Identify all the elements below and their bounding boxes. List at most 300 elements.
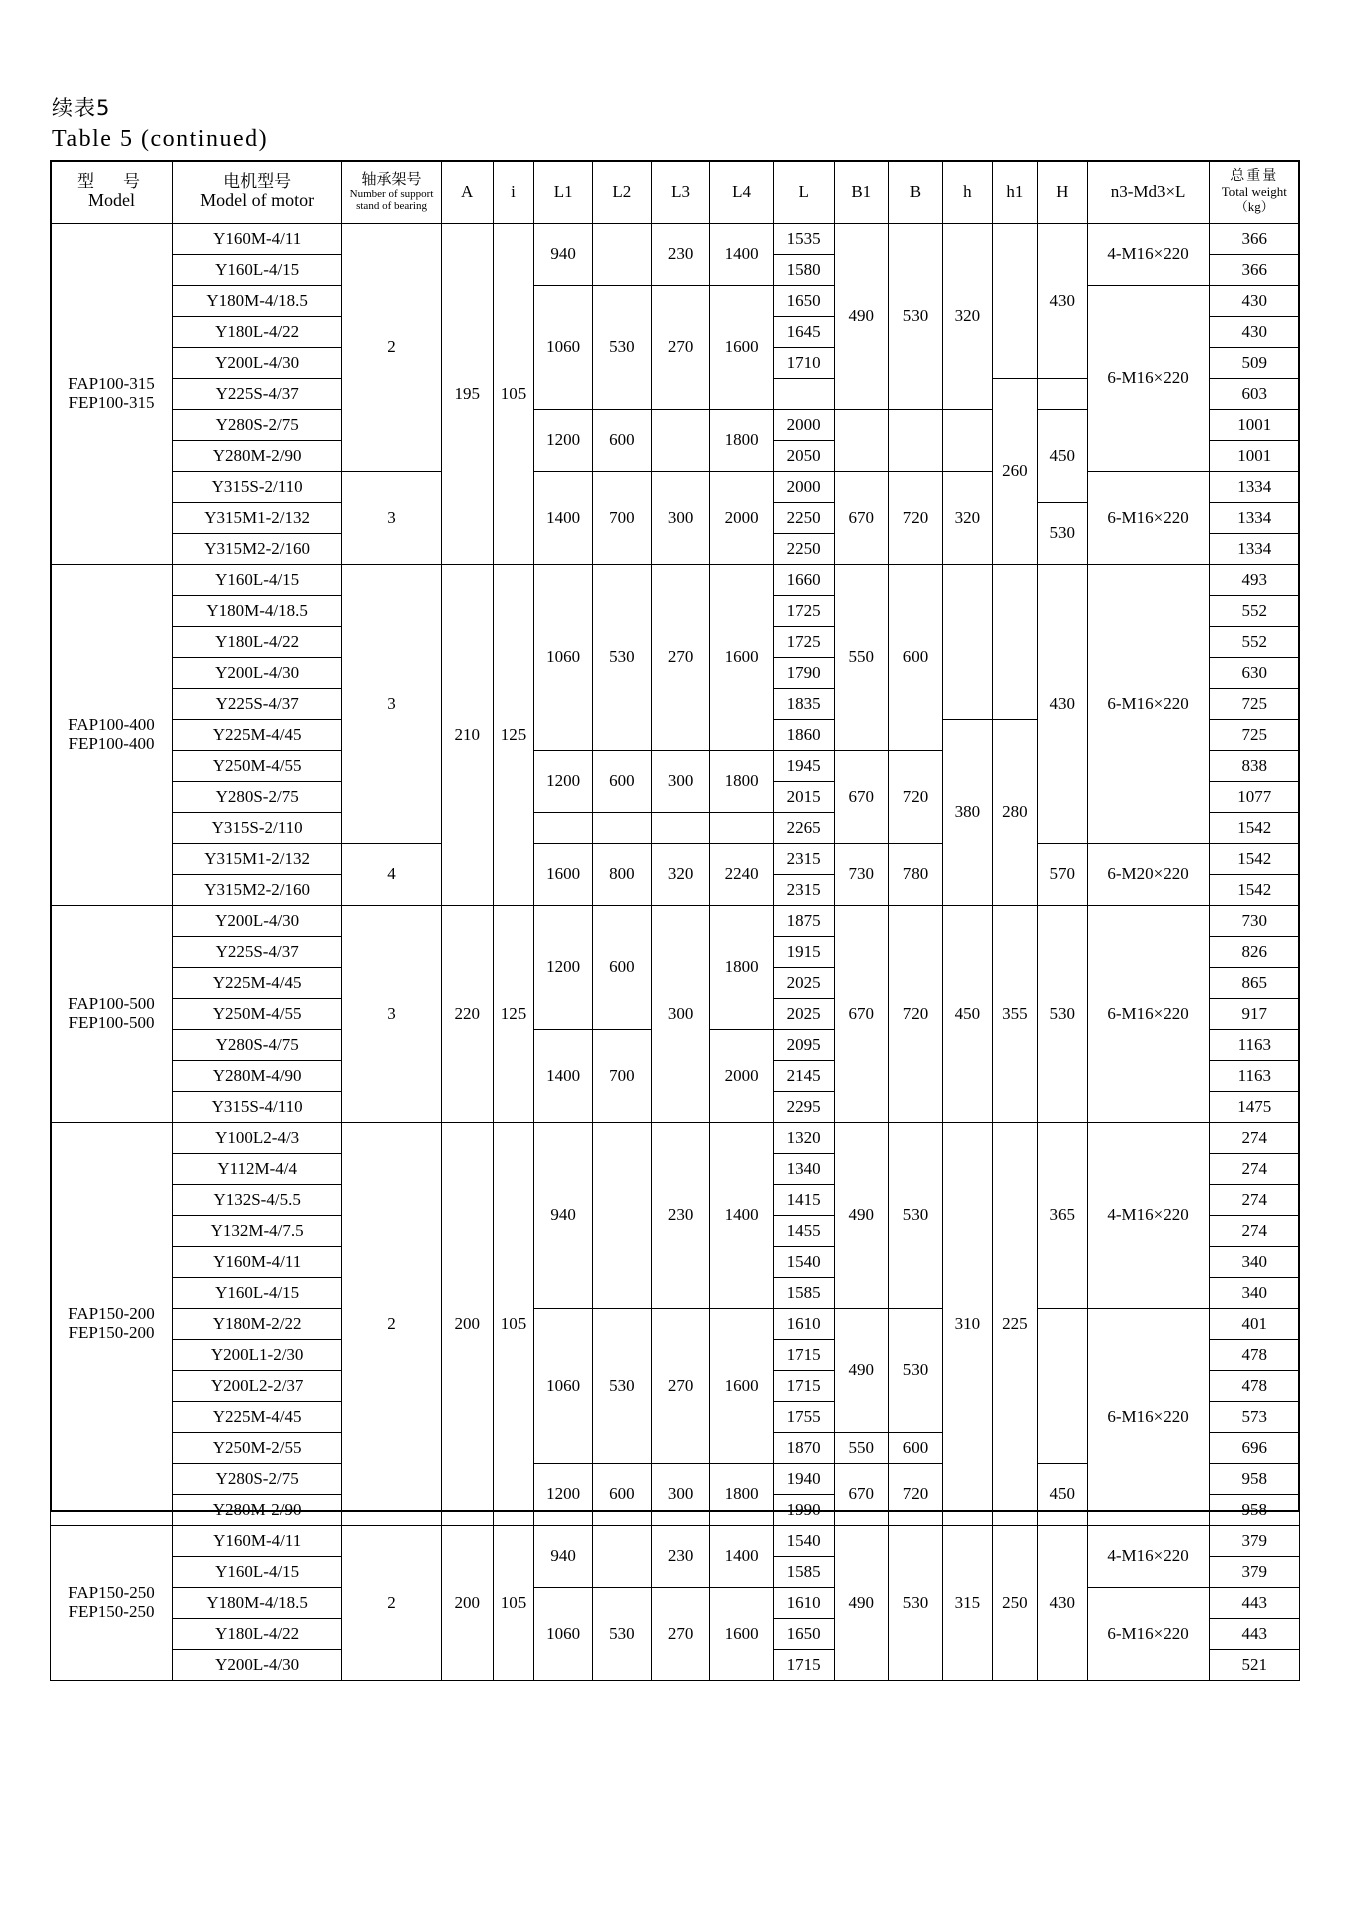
L-cell: 1715 (773, 1371, 834, 1402)
h1-cell: 280 (992, 720, 1037, 906)
model-cell (51, 906, 173, 1123)
B1-cell: 490 (834, 224, 888, 410)
H-cell: 450 (1037, 410, 1087, 503)
motor-model-cell: Y160L-4/15 (172, 1278, 341, 1309)
motor-model-cell: Y225M-4/45 (172, 968, 341, 999)
model-name: FEP150-250 (68, 1602, 155, 1621)
L4-cell: 1600 (710, 565, 773, 751)
L-cell: 1580 (773, 255, 834, 286)
motor-model-cell: Y200L-4/30 (172, 906, 341, 937)
L3-cell (651, 813, 710, 844)
header-weight-cn: 总重量 (1230, 168, 1279, 185)
total-weight-cell: 379 (1209, 1526, 1299, 1557)
L-cell: 1650 (773, 286, 834, 317)
total-weight-cell: 1077 (1209, 782, 1299, 813)
model-name: FEP100-315 (68, 393, 155, 412)
L-cell: 1875 (773, 906, 834, 937)
n3-cell: 4-M16×220 (1087, 224, 1209, 286)
L-cell: 2015 (773, 782, 834, 813)
L1-cell: 1060 (534, 286, 593, 410)
h1-cell: 260 (992, 379, 1037, 565)
H-cell: 430 (1037, 224, 1087, 379)
L-cell: 1870 (773, 1433, 834, 1464)
header-L: L (773, 161, 834, 224)
i-cell: 105 (493, 224, 534, 565)
total-weight-cell: 478 (1209, 1371, 1299, 1402)
h1-cell: 225 (992, 1123, 1037, 1526)
total-weight-cell: 1542 (1209, 813, 1299, 844)
header-model-en: Model (87, 190, 135, 211)
n3-cell: 4-M16×220 (1087, 1123, 1209, 1309)
n3-cell: 6-M16×220 (1087, 1588, 1209, 1681)
H-cell (1037, 1309, 1087, 1464)
total-weight-cell: 274 (1209, 1185, 1299, 1216)
table-body (51, 224, 1300, 1681)
L3-cell: 300 (651, 906, 710, 1123)
L-cell: 1320 (773, 1123, 834, 1154)
motor-model-cell: Y132M-4/7.5 (172, 1216, 341, 1247)
L3-cell: 270 (651, 1309, 710, 1464)
header-weight (1209, 161, 1299, 224)
header-n3: n3-Md3×L (1087, 161, 1209, 224)
table-row (51, 1526, 1300, 1557)
total-weight-cell: 1334 (1209, 503, 1299, 534)
L4-cell: 1800 (710, 906, 773, 1030)
h-cell: 450 (943, 906, 993, 1123)
L-cell: 2315 (773, 844, 834, 875)
H-cell: 365 (1037, 1123, 1087, 1309)
header-L4: L4 (710, 161, 773, 224)
motor-model-cell: Y180L-4/22 (172, 317, 341, 348)
total-weight-cell: 509 (1209, 348, 1299, 379)
motor-model-cell: Y180M-4/18.5 (172, 596, 341, 627)
total-weight-cell: 274 (1209, 1154, 1299, 1185)
B-cell: 530 (888, 1123, 942, 1309)
B1-cell (834, 410, 888, 472)
B-cell: 600 (888, 1433, 942, 1464)
L1-cell: 1060 (534, 1309, 593, 1464)
heading-english: Table 5 (continued) (52, 126, 269, 152)
bearing-stand-cell: 3 (342, 472, 441, 565)
B1-cell: 730 (834, 844, 888, 906)
bearing-stand-cell: 3 (342, 906, 441, 1123)
motor-model-cell: Y225M-4/45 (172, 720, 341, 751)
total-weight-cell: 838 (1209, 751, 1299, 782)
L1-cell: 940 (534, 224, 593, 286)
total-weight-cell: 478 (1209, 1340, 1299, 1371)
motor-model-cell: Y200L2-2/37 (172, 1371, 341, 1402)
total-weight-cell: 958 (1209, 1464, 1299, 1495)
L-cell: 1945 (773, 751, 834, 782)
L-cell: 2295 (773, 1092, 834, 1123)
bearing-stand-cell: 2 (342, 1526, 441, 1681)
total-weight-cell: 1542 (1209, 844, 1299, 875)
total-weight-cell: 274 (1209, 1216, 1299, 1247)
L3-cell: 270 (651, 286, 710, 410)
L-cell: 1610 (773, 1309, 834, 1340)
h-cell: 380 (943, 720, 993, 906)
model-name: FAP150-250 (68, 1583, 155, 1603)
total-weight-cell: 493 (1209, 565, 1299, 596)
L-cell: 2315 (773, 875, 834, 906)
h1-cell (992, 565, 1037, 720)
h-cell: 320 (943, 472, 993, 565)
specification-table (50, 160, 1300, 1681)
n3-cell: 6-M16×220 (1087, 1309, 1209, 1526)
header-B: B (888, 161, 942, 224)
total-weight-cell: 725 (1209, 720, 1299, 751)
model-name: FEP100-500 (68, 1013, 155, 1032)
L-cell: 1790 (773, 658, 834, 689)
i-cell: 125 (493, 906, 534, 1123)
L-cell: 1585 (773, 1557, 834, 1588)
header-motor-en: Model of motor (200, 190, 315, 211)
header-weight-en: Total weight（kg） (1221, 183, 1287, 214)
B1-cell: 670 (834, 1464, 888, 1526)
B1-cell: 670 (834, 751, 888, 844)
motor-model-cell: Y280S-2/75 (172, 1464, 341, 1495)
B1-cell: 670 (834, 906, 888, 1123)
total-weight-cell: 379 (1209, 1557, 1299, 1588)
header-B1: B1 (834, 161, 888, 224)
L-cell (773, 379, 834, 410)
L-cell: 2000 (773, 472, 834, 503)
L4-cell: 2240 (710, 844, 773, 906)
motor-model-cell: Y112M-4/4 (172, 1154, 341, 1185)
table-row (51, 844, 1300, 875)
table-row (51, 1123, 1300, 1154)
motor-model-cell: Y200L1-2/30 (172, 1340, 341, 1371)
bearing-stand-cell: 2 (342, 1123, 441, 1526)
L1-cell: 940 (534, 1526, 593, 1588)
L4-cell (710, 813, 773, 844)
total-weight-cell: 1334 (1209, 472, 1299, 503)
header-h: h (943, 161, 993, 224)
total-weight-cell: 340 (1209, 1247, 1299, 1278)
L-cell: 1340 (773, 1154, 834, 1185)
motor-model-cell: Y250M-4/55 (172, 751, 341, 782)
B-cell: 530 (888, 1309, 942, 1433)
L4-cell: 2000 (710, 472, 773, 565)
L1-cell (534, 813, 593, 844)
bearing-stand-cell: 3 (342, 565, 441, 844)
motor-model-cell: Y250M-2/55 (172, 1433, 341, 1464)
motor-model-cell: Y280S-2/75 (172, 410, 341, 441)
model-cell (51, 224, 173, 565)
total-weight-cell: 917 (1209, 999, 1299, 1030)
motor-model-cell: Y200L-4/30 (172, 1650, 341, 1681)
header-motor (172, 161, 341, 224)
i-cell: 105 (493, 1123, 534, 1526)
L2-cell: 700 (593, 472, 652, 565)
bearing-stand-cell: 2 (342, 224, 441, 472)
model-cell (51, 1526, 173, 1681)
L1-cell: 1200 (534, 906, 593, 1030)
motor-model-cell: Y180L-4/22 (172, 627, 341, 658)
B1-cell: 550 (834, 565, 888, 751)
L4-cell: 1400 (710, 224, 773, 286)
H-cell: 530 (1037, 906, 1087, 1123)
L-cell: 1860 (773, 720, 834, 751)
motor-model-cell: Y280M-2/90 (172, 441, 341, 472)
h-cell: 310 (943, 1123, 993, 1526)
L-cell: 2145 (773, 1061, 834, 1092)
L3-cell: 230 (651, 224, 710, 286)
L2-cell: 530 (593, 1309, 652, 1464)
H-cell: 430 (1037, 565, 1087, 844)
table-row (51, 565, 1300, 596)
total-weight-cell: 630 (1209, 658, 1299, 689)
L-cell: 2025 (773, 999, 834, 1030)
header-i: i (493, 161, 534, 224)
header-H: H (1037, 161, 1087, 224)
motor-model-cell: Y280M-4/90 (172, 1061, 341, 1092)
B-cell (888, 410, 942, 472)
total-weight-cell: 1542 (1209, 875, 1299, 906)
L3-cell: 300 (651, 472, 710, 565)
n3-cell: 6-M16×220 (1087, 286, 1209, 472)
L3-cell: 270 (651, 565, 710, 751)
total-weight-cell: 730 (1209, 906, 1299, 937)
motor-model-cell: Y280S-4/75 (172, 1030, 341, 1061)
B1-cell: 490 (834, 1526, 888, 1681)
total-weight-cell: 430 (1209, 286, 1299, 317)
model-name: FAP100-315 (68, 374, 155, 394)
motor-model-cell: Y280M-2/90 (172, 1495, 341, 1526)
motor-model-cell: Y100L2-4/3 (172, 1123, 341, 1154)
L2-cell: 800 (593, 844, 652, 906)
header-h1: h1 (992, 161, 1037, 224)
total-weight-cell: 696 (1209, 1433, 1299, 1464)
header-motor-cn: 电机型号 (223, 171, 292, 192)
L2-cell: 700 (593, 1030, 652, 1123)
model-name: FAP100-400 (68, 715, 155, 735)
L2-cell: 530 (593, 1588, 652, 1681)
B1-cell: 550 (834, 1433, 888, 1464)
B-cell: 720 (888, 1464, 942, 1526)
L2-cell: 600 (593, 410, 652, 472)
table-row (51, 906, 1300, 937)
table-row (51, 1588, 1300, 1619)
h1-cell: 250 (992, 1526, 1037, 1681)
L-cell: 2000 (773, 410, 834, 441)
L2-cell: 600 (593, 751, 652, 813)
h1-cell: 355 (992, 906, 1037, 1123)
L-cell: 1725 (773, 627, 834, 658)
L-cell: 1660 (773, 565, 834, 596)
L-cell: 1645 (773, 317, 834, 348)
L2-cell (593, 224, 652, 286)
model-cell (51, 1123, 173, 1526)
i-cell: 125 (493, 565, 534, 906)
L-cell: 2265 (773, 813, 834, 844)
L4-cell: 1600 (710, 1588, 773, 1681)
L-cell: 2025 (773, 968, 834, 999)
total-weight-cell: 443 (1209, 1619, 1299, 1650)
header-L1: L1 (534, 161, 593, 224)
motor-model-cell: Y315M2-2/160 (172, 534, 341, 565)
B1-cell: 670 (834, 472, 888, 565)
motor-model-cell: Y160M-4/11 (172, 1526, 341, 1557)
total-weight-cell: 401 (1209, 1309, 1299, 1340)
L-cell: 1755 (773, 1402, 834, 1433)
L-cell: 1540 (773, 1247, 834, 1278)
L1-cell: 940 (534, 1123, 593, 1309)
L-cell: 2050 (773, 441, 834, 472)
model-name: FEP100-400 (68, 734, 155, 753)
motor-model-cell: Y315S-2/110 (172, 472, 341, 503)
H-cell (1037, 379, 1087, 410)
H-cell: 450 (1037, 1464, 1087, 1526)
H-cell: 570 (1037, 844, 1087, 906)
L2-cell (593, 1526, 652, 1588)
total-weight-cell: 958 (1209, 1495, 1299, 1526)
total-weight-cell: 1163 (1209, 1030, 1299, 1061)
total-weight-cell: 340 (1209, 1278, 1299, 1309)
L-cell: 1835 (773, 689, 834, 720)
model-cell (51, 565, 173, 906)
L4-cell: 1600 (710, 1309, 773, 1464)
table-row (51, 286, 1300, 317)
L2-cell (593, 1123, 652, 1309)
L1-cell: 1400 (534, 472, 593, 565)
L-cell: 1455 (773, 1216, 834, 1247)
motor-model-cell: Y280S-2/75 (172, 782, 341, 813)
table-header (51, 161, 1300, 224)
motor-model-cell: Y160M-4/11 (172, 224, 341, 255)
h-cell: 320 (943, 224, 993, 410)
total-weight-cell: 1001 (1209, 441, 1299, 472)
B-cell: 530 (888, 1526, 942, 1681)
model-name: FAP150-200 (68, 1304, 155, 1324)
n3-cell: 6-M16×220 (1087, 472, 1209, 565)
header-model-cn: 型 号 (76, 171, 146, 192)
h-cell: 315 (943, 1526, 993, 1681)
heading-chinese: 续表5 (52, 96, 111, 120)
h-cell (943, 410, 993, 472)
H-cell: 530 (1037, 503, 1087, 565)
total-weight-cell: 552 (1209, 596, 1299, 627)
bearing-stand-cell: 4 (342, 844, 441, 906)
B1-cell: 490 (834, 1309, 888, 1433)
n3-cell: 6-M16×220 (1087, 565, 1209, 844)
motor-model-cell: Y315M1-2/132 (172, 844, 341, 875)
motor-model-cell: Y160M-4/11 (172, 1247, 341, 1278)
motor-model-cell: Y225S-4/37 (172, 937, 341, 968)
header-L3: L3 (651, 161, 710, 224)
header-bearing-cn: 轴承架号 (361, 170, 422, 189)
L1-cell: 1200 (534, 410, 593, 472)
L2-cell (593, 813, 652, 844)
n3-cell: 6-M16×220 (1087, 906, 1209, 1123)
L4-cell: 1800 (710, 751, 773, 813)
motor-model-cell: Y200L-4/30 (172, 348, 341, 379)
i-cell: 105 (493, 1526, 534, 1681)
motor-model-cell: Y132S-4/5.5 (172, 1185, 341, 1216)
L4-cell: 1800 (710, 1464, 773, 1526)
motor-model-cell: Y180L-4/22 (172, 1619, 341, 1650)
total-weight-cell: 366 (1209, 255, 1299, 286)
motor-model-cell: Y180M-2/22 (172, 1309, 341, 1340)
H-cell: 430 (1037, 1526, 1087, 1681)
L-cell: 1650 (773, 1619, 834, 1650)
motor-model-cell: Y200L-4/30 (172, 658, 341, 689)
B-cell: 530 (888, 224, 942, 410)
L-cell: 2095 (773, 1030, 834, 1061)
motor-model-cell: Y250M-4/55 (172, 999, 341, 1030)
motor-model-cell: Y225S-4/37 (172, 379, 341, 410)
L4-cell: 1400 (710, 1526, 773, 1588)
A-cell: 220 (441, 906, 493, 1123)
total-weight-cell: 865 (1209, 968, 1299, 999)
model-name: FAP100-500 (68, 994, 155, 1014)
L2-cell: 600 (593, 906, 652, 1030)
motor-model-cell: Y315M1-2/132 (172, 503, 341, 534)
L-cell: 2250 (773, 503, 834, 534)
total-weight-cell: 1475 (1209, 1092, 1299, 1123)
L-cell: 1940 (773, 1464, 834, 1495)
L4-cell: 1800 (710, 410, 773, 472)
h-cell (943, 565, 993, 720)
total-weight-cell: 725 (1209, 689, 1299, 720)
L-cell: 1715 (773, 1340, 834, 1371)
header-model (51, 161, 173, 224)
table-row (51, 224, 1300, 255)
motor-model-cell: Y225M-4/45 (172, 1402, 341, 1433)
B-cell: 720 (888, 751, 942, 844)
L1-cell: 1200 (534, 1464, 593, 1526)
header-A: A (441, 161, 493, 224)
n3-cell: 4-M16×220 (1087, 1526, 1209, 1588)
L1-cell: 1600 (534, 844, 593, 906)
A-cell: 200 (441, 1123, 493, 1526)
L1-cell: 1060 (534, 565, 593, 751)
motor-model-cell: Y315M2-2/160 (172, 875, 341, 906)
total-weight-cell: 430 (1209, 317, 1299, 348)
A-cell: 200 (441, 1526, 493, 1681)
L-cell: 1990 (773, 1495, 834, 1526)
table-row (51, 472, 1300, 503)
L-cell: 1610 (773, 1588, 834, 1619)
L2-cell: 530 (593, 565, 652, 751)
total-weight-cell: 521 (1209, 1650, 1299, 1681)
motor-model-cell: Y180M-4/18.5 (172, 1588, 341, 1619)
B-cell: 720 (888, 472, 942, 565)
L2-cell: 600 (593, 1464, 652, 1526)
total-weight-cell: 274 (1209, 1123, 1299, 1154)
B1-cell: 490 (834, 1123, 888, 1309)
L1-cell: 1400 (534, 1030, 593, 1123)
L1-cell: 1060 (534, 1588, 593, 1681)
motor-model-cell: Y180M-4/18.5 (172, 286, 341, 317)
A-cell: 195 (441, 224, 493, 565)
L4-cell: 1600 (710, 286, 773, 410)
total-weight-cell: 1163 (1209, 1061, 1299, 1092)
L3-cell: 230 (651, 1123, 710, 1309)
B-cell: 600 (888, 565, 942, 751)
motor-model-cell: Y160L-4/15 (172, 255, 341, 286)
L3-cell (651, 410, 710, 472)
header-bearing (342, 161, 441, 224)
L-cell: 1715 (773, 1650, 834, 1681)
L-cell: 1915 (773, 937, 834, 968)
motor-model-cell: Y160L-4/15 (172, 565, 341, 596)
total-weight-cell: 1001 (1209, 410, 1299, 441)
n3-cell: 6-M20×220 (1087, 844, 1209, 906)
L-cell: 1725 (773, 596, 834, 627)
table-row (51, 1309, 1300, 1340)
header-L2: L2 (593, 161, 652, 224)
